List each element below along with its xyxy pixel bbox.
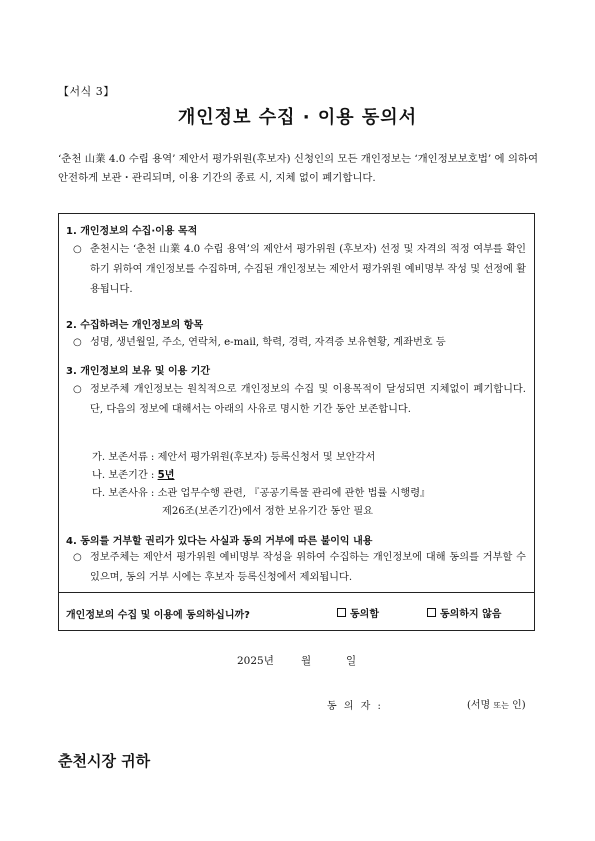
section-1-text: 춘천시는 ‘춘천 山業 4.0 수립 용역’의 제안서 평가위원 (후보자) 선정 및 자격의 적정 여부를 확인하기 위하여 개인정보를 수집하며, 수집된 개인정보는 제안서 평가위원 예비명부 작성 및 선정에 활용됩니다. — [90, 244, 526, 295]
retention-reason-cont: 제26조(보존기간)에서 정한 보유기간 동안 필요 — [162, 506, 374, 517]
retention-period-value: 5년 — [157, 470, 175, 481]
form-number: 【서식 3】 — [58, 85, 115, 98]
disagree-label: 동의하지 않음 — [440, 609, 502, 620]
retention-period-label: 나. 보존기간 : — [92, 470, 158, 481]
consenter-label: 동 의 자 : — [327, 701, 383, 712]
retention-docs — [92, 449, 375, 467]
sign-text-end: 인) — [508, 700, 526, 711]
bullet-icon: ○ — [73, 244, 82, 255]
retention-reason-value: 소관 업무수행 관련, 『공공기록물 관리에 관한 법률 시행령』 — [157, 488, 431, 499]
disagree-option[interactable] — [427, 605, 501, 620]
document-title: 개인정보 수집 · 이용 동의서 — [177, 107, 418, 128]
consent-details-box — [58, 213, 535, 631]
section-3-text: 정보주체 개인정보는 원칙적으로 개인정보의 수집 및 이용목적이 달성되면 지체없이 폐기합니다. 단, 다음의 정보에 대해서는 아래의 사유로 명시한 기간 동안 보존합니다. — [90, 384, 526, 415]
sign-or: 또는 — [493, 701, 509, 710]
section-2-text: 성명, 생년월일, 주소, 연락처, e-mail, 학력, 경력, 자격증 보유현황, 계좌번호 등 — [90, 337, 446, 348]
bullet-icon: ○ — [73, 384, 82, 395]
intro-paragraph: ‘춘천 山業 4.0 수립 용역’ 제안서 평가위원(후보자) 신청인의 모든 개인정보는 ‘개인정보보호법’ 에 의하여 안전하게 보관・관리되며, 이용 기간의 종료 시, 지체 없이 폐기합니다. — [58, 153, 538, 184]
agree-option[interactable] — [337, 605, 379, 620]
addressee: 춘천시장 귀하 — [58, 752, 151, 770]
date-day: 일 — [346, 655, 357, 667]
bullet-icon: ○ — [73, 337, 82, 348]
retention-period — [92, 467, 175, 485]
agree-label: 동의함 — [350, 609, 379, 620]
disagree-checkbox[interactable] — [427, 608, 436, 617]
agreement-question: 개인정보의 수집 및 이용에 동의하십니까? — [66, 610, 250, 621]
retention-docs-value: 제안서 평가위원(후보자) 등록신청서 및 보안각서 — [157, 452, 376, 463]
section-3-heading: 3. 개인정보의 보유 및 이용 기간 — [66, 366, 211, 377]
divider — [59, 592, 534, 593]
section-4-heading: 4. 동의를 거부할 권리가 있다는 사실과 동의 거부에 따른 불이익 내용 — [66, 536, 373, 547]
retention-reason-label: 다. 보존사유 : — [92, 488, 158, 499]
agree-checkbox[interactable] — [337, 608, 346, 617]
date-year: 2025년 — [237, 655, 274, 667]
retention-docs-label: 가. 보존서류 : — [92, 452, 158, 463]
sign-text: (서명 — [467, 700, 494, 711]
section-1-heading: 1. 개인정보의 수집·이용 목적 — [66, 226, 198, 237]
section-4-text: 정보주체는 제안서 평가위원 예비명부 작성을 위하여 수집하는 개인정보에 대해 동의를 거부할 수 있으며, 동의 거부 시에는 후보자 등록신청에서 제외됩니다. — [90, 552, 526, 583]
section-2-heading: 2. 수집하려는 개인정보의 항목 — [66, 320, 204, 331]
signature-field[interactable] — [467, 696, 526, 711]
bullet-icon: ○ — [73, 552, 82, 563]
date-month: 월 — [301, 655, 312, 667]
retention-reason — [92, 485, 430, 503]
